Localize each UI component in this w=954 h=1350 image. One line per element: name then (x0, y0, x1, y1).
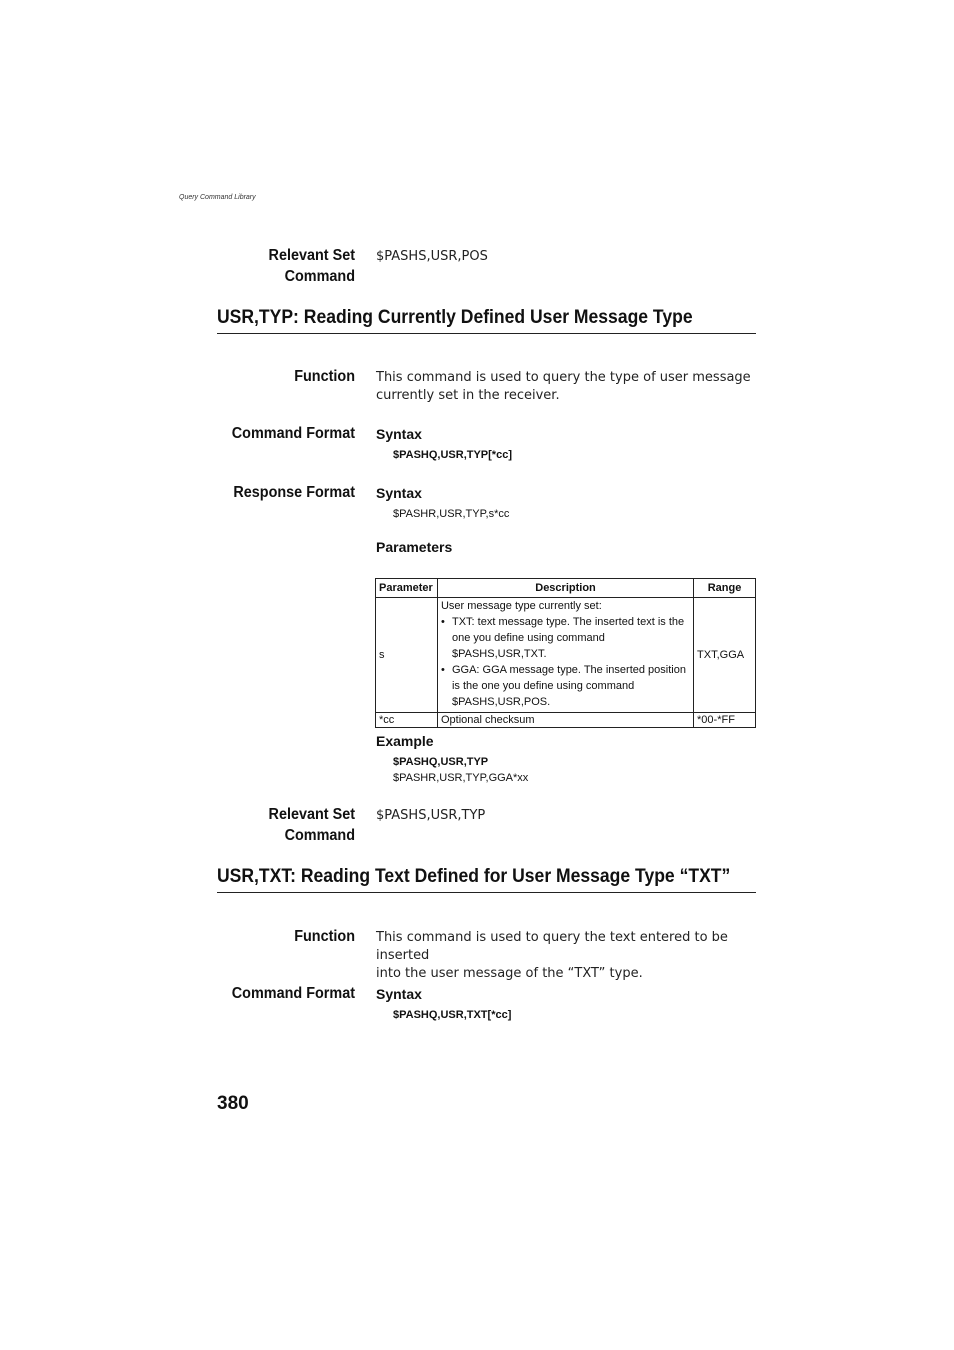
table-cell-description (437, 598, 693, 713)
running-header: Query Command Library (179, 194, 256, 201)
table-cell-description: Optional checksum (437, 713, 693, 728)
parameters-table (375, 578, 756, 728)
section-heading-usr-txt: USR,TXT: Reading Text Defined for User Message Type “TXT” (217, 865, 756, 893)
table-header-range: Range (694, 579, 756, 598)
example-label: Example (376, 733, 434, 749)
relevant-set-command-label (193, 804, 355, 846)
command-syntax: $PASHQ,USR,TYP[*cc] (393, 449, 512, 461)
table-cell-param: *cc (376, 713, 438, 728)
function-text: This command is used to query the type of user message currently set in the receiver. (376, 370, 751, 403)
label-line-1: Relevant Set (268, 806, 355, 823)
relevant-set-command-value: $PASHS,USR,POS (376, 249, 488, 264)
table-cell-range: TXT,GGA (694, 598, 756, 713)
command-format-label: Command Format (231, 425, 355, 442)
function-label: Function (294, 928, 355, 945)
response-syntax: $PASHR,USR,TYP,s*cc (393, 508, 510, 520)
command-format-label: Command Format (231, 985, 355, 1002)
example-query: $PASHQ,USR,TYP (393, 756, 489, 768)
function-label: Function (294, 368, 355, 385)
table-row (376, 713, 756, 728)
table-header-description: Description (437, 579, 693, 598)
syntax-label: Syntax (376, 426, 422, 442)
parameters-label: Parameters (376, 539, 453, 555)
description-intro: User message type currently set: (440, 600, 602, 612)
label-line-2: Command (284, 268, 355, 285)
example-response: $PASHR,USR,TYP,GGA*xx (393, 772, 529, 784)
response-format-label: Response Format (233, 484, 355, 501)
table-cell-range: *00-*FF (694, 713, 756, 728)
response-syntax-label: Syntax (376, 485, 422, 501)
relevant-set-command-value: $PASHS,USR,TYP (376, 808, 486, 823)
page-number: 380 (217, 1093, 249, 1114)
syntax-label: Syntax (376, 986, 422, 1002)
command-syntax: $PASHQ,USR,TXT[*cc] (393, 1009, 512, 1021)
label-line-1: Relevant Set (268, 247, 355, 264)
function-text: This command is used to query the text entered to be inserted into the user message of the “TXT” type. (376, 930, 728, 981)
table-header-row (376, 579, 756, 598)
table-cell-param: s (376, 598, 438, 713)
description-bullets (441, 614, 690, 710)
relevant-set-command-label (193, 245, 355, 287)
bullet-item: • TXT: text message type. The inserted text is the one you define using command $PASHS,USR,TXT. (441, 614, 690, 662)
table-header-parameter: Parameter (376, 579, 438, 598)
table-row (376, 598, 756, 713)
label-line-2: Command (284, 827, 355, 844)
bullet-item: • GGA: GGA message type. The inserted position is the one you define using command $PASHS,USR,POS. (441, 662, 690, 710)
section-heading-usr-typ: USR,TYP: Reading Currently Defined User Message Type (217, 306, 756, 334)
